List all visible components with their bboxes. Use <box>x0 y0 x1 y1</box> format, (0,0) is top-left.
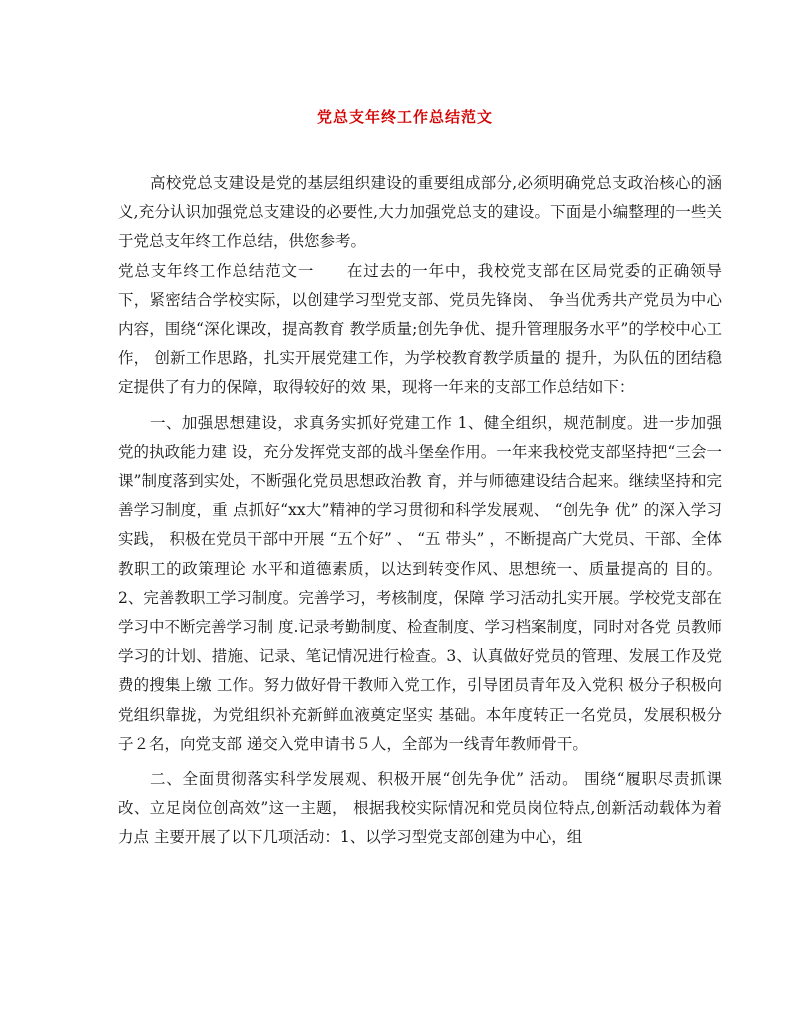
paragraph-intro: 高校党总支建设是党的基层组织建设的重要组成部分,必须明确党总支政治核心的涵义,充分认识加强党总支建设的必要性,大力加强党总支的建设。下面是小编整理的一些关于党总支年终工作总结，供您参考。 <box>118 174 722 251</box>
paragraph-thought-building: 一、加强思想建设，求真务实抓好党建工作 1、健全组织，规范制度。进一步加强党的执政能力建 设，充分发挥党支部的战斗堡垒作用。一年来我校党支部坚持把“三会一课”制度落到实处，不断强化党员思想政治教 育，并与师德建设结合起来。继续坚持和完善学习制度，重 点抓好“xx大”精神的学习贯彻和科学发展观、 “创先争 优” 的深入学习实践， 积极在党员干部中开展 “五个好” 、 “五 带头” ，不断提高广大党员、干部、全体教职工的政策理论 水平和道德素质，以达到转变作风、思想统一、质量提高的 目的。 2、完善教职工学习制度。完善学习，考核制度，保障 学习活动扎实开展。学校党支部在学习中不断完善学习制 度.记录考勤制度、检查制度、学习档案制度，同时对各党 员教师学习的计划、措施、记录、笔记情况进行检查。3、认真做好党员的管理、发展工作及党费的搜集上缴 工作。努力做好骨干教师入党工作，引导团员青年及入党积 极分子积极向党组织靠拢，为党组织补充新鲜血液奠定坚实 基础。本年度转正一名党员，发展积极分子２名，向党支部 递交入党申请书５人，全部为一线青年教师骨干。 <box>118 413 722 753</box>
paragraph-section-one-intro: 党总支年终工作总结范文一 在过去的一年中，我校党支部在区局党委的正确领导 下，紧密结合学校实际，以创建学习型党支部、党员先锋岗、 争当优秀共产党员为中心内容，围绕“深化课改，提高教育 教学质量;创先争优、提升管理服务水平”的学校中心工作， 创新工作思路，扎实开展党建工作，为学校教育教学质量的 提升，为队伍的团结稳定提供了有力的保障，取得较好的效 果，现将一年来的支部工作总结如下： <box>118 261 722 397</box>
document-title: 党总支年终工作总结范文 <box>316 108 493 126</box>
paragraph-scientific-development: 二、全面贯彻落实科学发展观、积极开展“创先争优” 活动。 围绕“履职尽责抓课改、立足岗位创高效”这一主题， 根据我校实际情况和党员岗位特点,创新活动载体为着力点 主要开展了以下几项活动：1、以学习型党支部创建为中心，组 <box>118 770 722 847</box>
